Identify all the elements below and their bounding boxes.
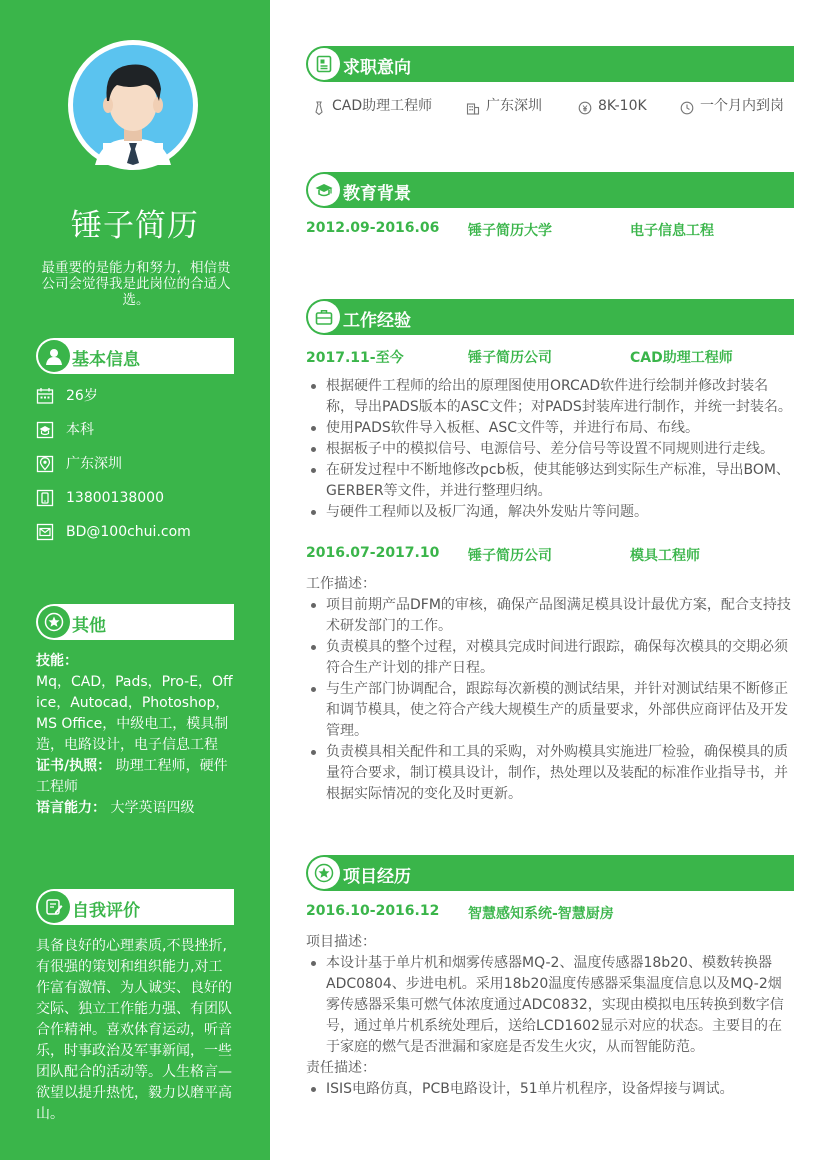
intent-salary-value: 8K-10K [598, 98, 647, 114]
job-intent-header [306, 46, 794, 82]
other-title: 其他 [72, 616, 106, 636]
list-item: 负责模具相关配件和工具的采购，对外购模具实施进厂检验，确保模具的质量符合要求，制订模具设计，制作，热处理以及装配的标准作业指导书，并根据实际情况的变化及时更新。 [306, 742, 794, 805]
basic-info-header [36, 338, 234, 374]
skills-value: Mq，CAD，Pads，Pro-E，Office，Autocad，Photoshop，MS Office，中级电工，模具制造，电路设计，电子信息工程 [36, 674, 233, 753]
job-2-date: 2016.07-2017.10 [306, 545, 440, 561]
job-intent-title: 求职意向 [343, 58, 411, 78]
resume-name: 锤子简历 [71, 208, 199, 244]
user-icon [44, 346, 64, 366]
other-header [36, 604, 234, 640]
list-item: 与生产部门协调配合，跟踪每次新模的测试结果，并针对测试结果不断修正和调节模具，使之符合产线大规模生产的质量要求，外部供应商评估及开发管理。 [306, 679, 794, 742]
location-pin-icon [36, 455, 54, 473]
avatar-illustration [73, 45, 193, 165]
list-item: ISIS电路仿真，PCB电路设计，51单片机程序，设备焊接与调试。 [306, 1079, 794, 1100]
money-icon [578, 101, 592, 115]
phone-icon [36, 489, 54, 507]
project-desc-label: 项目描述： [306, 934, 376, 950]
education-title: 教育背景 [343, 184, 411, 204]
project-title: 项目经历 [343, 867, 411, 887]
briefcase-icon [314, 307, 334, 327]
info-phone-value: 13800138000 [66, 490, 164, 506]
info-age-value: 26岁 [66, 388, 98, 404]
graduation-cap-icon [314, 180, 334, 200]
info-location-value: 广东深圳 [66, 456, 122, 472]
star-icon [314, 863, 334, 883]
cert-label: 证书/执照： [36, 758, 112, 774]
work-header [306, 299, 794, 335]
project-date: 2016.10-2016.12 [306, 903, 440, 919]
job-1-duties [306, 376, 794, 523]
edit-note-icon [44, 897, 64, 917]
list-item: 本设计基于单片机和烟雾传感器MQ-2、温度传感器18b20、模数转换器ADC0804、步进电机。采用18b20温度传感器采集温度信息以及MQ-2烟雾传感器采集可燃气体浓度通过ADC0832，实现由模拟电压转换到数字信号，通过单片机系统处理后，送给LCD1602显示对应的状态。主要目的在于家庭的燃气是否泄漏和家庭是否发生火灾，从而智能防范。 [306, 953, 794, 1058]
mail-icon [36, 523, 54, 541]
job-2-company: 锤子简历公司 [468, 548, 552, 564]
graduation-cap-icon [36, 421, 54, 439]
other-body [36, 651, 236, 819]
tie-icon [312, 101, 326, 115]
education-header [306, 172, 794, 208]
list-item: 项目前期产品DFM的审核，确保产品图满足模具设计最优方案，配合支持技术研发部门的工作。 [306, 595, 794, 637]
job-2-position: 模具工程师 [630, 548, 700, 564]
education-major: 电子信息工程 [630, 223, 714, 239]
intent-city-value: 广东深圳 [486, 98, 542, 114]
project-details [306, 932, 794, 1100]
self-eval-text: 具备良好的心理素质,不畏挫折,有很强的策划和组织能力,对工作富有激情、为人诚实、良好的交际、独立工作能力强、有团队合作精神。喜欢体育运动，听音乐，时事政治及军事新闻，一些团队配合的活动等。人生格言—欲望以提升热忱，毅力以磨平高山。 [36, 938, 232, 1122]
job-1-company: 锤子简历公司 [468, 350, 552, 366]
motto: 最重要的是能力和努力，相信贵公司会觉得我是此岗位的合适人选。 [41, 260, 231, 308]
avatar [68, 40, 198, 170]
basic-info-title: 基本信息 [72, 350, 140, 370]
intent-arrival-value: 一个月内到岗 [700, 98, 784, 114]
project-duty-label: 责任描述： [306, 1060, 376, 1076]
job-1-date: 2017.11-至今 [306, 350, 404, 366]
intent-position-value: CAD助理工程师 [332, 98, 433, 114]
list-item: 根据板子中的模拟信号、电源信号、差分信号等设置不同规则进行走线。 [306, 439, 794, 460]
language-value: 大学英语四级 [110, 800, 195, 816]
building-icon [466, 101, 480, 115]
star-icon [44, 612, 64, 632]
sidebar [0, 0, 270, 1160]
info-education-value: 本科 [66, 422, 94, 438]
list-item: 在研发过程中不断地修改pcb板，使其能够达到实际生产标准，导出BOM、GERBER等文件，并进行整理归纳。 [306, 460, 794, 502]
job-1-position: CAD助理工程师 [630, 350, 733, 366]
list-item: 使用PADS软件导入板框、ASC文件等，并进行布局、布线。 [306, 418, 794, 439]
clock-icon [680, 101, 694, 115]
info-email-value: BD@100chui.com [66, 524, 191, 540]
list-item: 与硬件工程师以及板厂沟通，解决外发贴片等问题。 [306, 502, 794, 523]
calendar-icon [36, 387, 54, 405]
self-eval-header [36, 889, 234, 925]
list-item: 负责模具的整个过程，对模具完成时间进行跟踪，确保每次模具的交期必须符合生产计划的排产日程。 [306, 637, 794, 679]
language-label: 语言能力： [36, 800, 106, 816]
self-eval-title: 自我评价 [72, 901, 140, 921]
education-school: 锤子简历大学 [468, 223, 552, 239]
job-2-desc-label: 工作描述： [306, 576, 376, 592]
skills-label: 技能： [36, 653, 78, 669]
project-header [306, 855, 794, 891]
project-name: 智慧感知系统-智慧厨房 [468, 906, 614, 922]
list-item: 根据硬件工程师的给出的原理图使用ORCAD软件进行绘制并修改封装名称，导出PADS版本的ASC文件；对PADS封装库进行制作，并统一封装名。 [306, 376, 794, 418]
education-date: 2012.09-2016.06 [306, 220, 440, 236]
cert-value: 助理工程师，硬件工程师 [36, 758, 228, 795]
work-title: 工作经验 [343, 311, 411, 331]
job-2-duties [306, 574, 794, 805]
document-icon [314, 54, 334, 74]
